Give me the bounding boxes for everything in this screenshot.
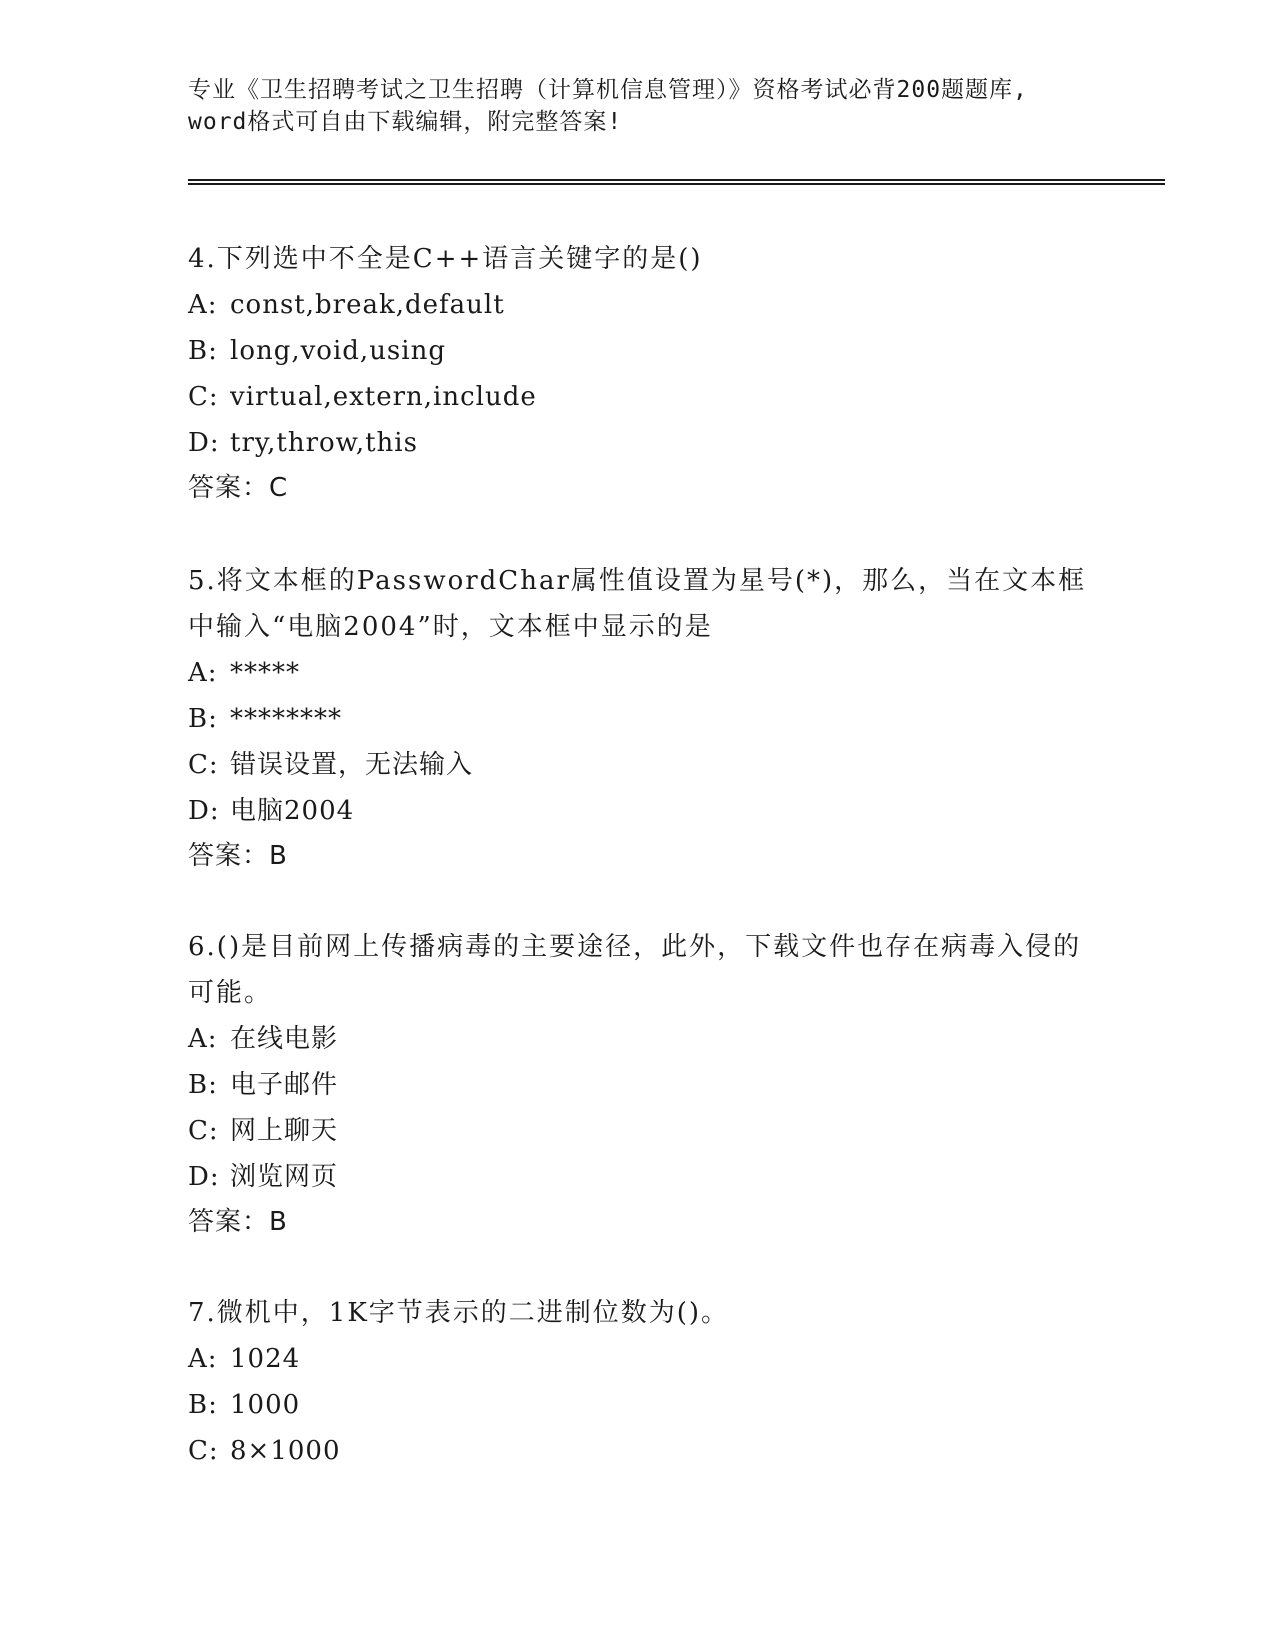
option-letter: D:: [188, 428, 220, 458]
header-divider-top: [188, 179, 1165, 181]
option-d: [188, 788, 1088, 834]
option-text: 网上聊天: [230, 1116, 339, 1146]
option-text: ********: [230, 704, 342, 734]
option-text: 1024: [230, 1344, 301, 1374]
answer-line: 答案：B: [188, 1207, 288, 1237]
option-text: 浏览网页: [230, 1162, 339, 1192]
option-c: [188, 374, 1088, 420]
option-b: [188, 328, 1088, 374]
option-letter: C:: [188, 1116, 219, 1146]
option-c: [188, 1428, 1088, 1474]
question-text: 7.微机中，1K字节表示的二进制位数为()。: [188, 1298, 730, 1328]
option-a: [188, 1016, 1088, 1062]
question-text: 6.()是目前网上传播病毒的主要途径，此外，下载文件也存在病毒入侵的可能。: [188, 932, 1082, 1008]
header-subtitle-line: word格式可自由下载编辑，附完整答案!: [188, 109, 623, 135]
option-a: [188, 1336, 1088, 1382]
question-4: [188, 236, 1088, 510]
option-text: 错误设置，无法输入: [230, 750, 474, 780]
option-text: long,void,using: [230, 336, 446, 366]
question-text: 5.将文本框的PasswordChar属性值设置为星号(*)，那么，当在文本框中输入“电脑2004”时，文本框中显示的是: [188, 566, 1087, 642]
option-text: try,throw,this: [230, 428, 418, 458]
question-5: [188, 558, 1088, 878]
option-d: [188, 1154, 1088, 1200]
question-7: [188, 1290, 1088, 1474]
option-letter: D:: [188, 796, 220, 826]
option-b: [188, 1062, 1088, 1108]
option-text: 1000: [230, 1390, 301, 1420]
option-text: virtual,extern,include: [230, 382, 537, 412]
option-c: [188, 1108, 1088, 1154]
option-a: [188, 282, 1088, 328]
option-letter: A:: [188, 1024, 218, 1054]
option-letter: C:: [188, 1436, 219, 1466]
option-c: [188, 742, 1088, 788]
answer-line: 答案：C: [188, 473, 289, 503]
option-letter: B:: [188, 1390, 218, 1420]
header-title-line: 专业《卫生招聘考试之卫生招聘（计算机信息管理）》资格考试必背200题题库,: [188, 77, 1028, 103]
option-a: [188, 650, 1088, 696]
option-letter: B:: [188, 336, 218, 366]
option-letter: C:: [188, 750, 219, 780]
option-letter: A:: [188, 658, 218, 688]
option-text: 8×1000: [230, 1436, 341, 1466]
option-letter: B:: [188, 1070, 218, 1100]
option-d: [188, 420, 1088, 466]
answer-line: 答案：B: [188, 841, 288, 871]
option-b: [188, 1382, 1088, 1428]
question-text: 4.下列选中不全是C++语言关键字的是(): [188, 244, 703, 274]
option-letter: B:: [188, 704, 218, 734]
option-text: 电脑2004: [230, 796, 355, 826]
option-letter: C:: [188, 382, 219, 412]
option-letter: A:: [188, 1344, 218, 1374]
option-text: *****: [230, 658, 300, 688]
option-letter: A:: [188, 290, 218, 320]
option-text: 在线电影: [230, 1024, 339, 1054]
option-text: const,break,default: [230, 290, 505, 320]
option-b: [188, 696, 1088, 742]
option-letter: D:: [188, 1162, 220, 1192]
option-text: 电子邮件: [230, 1070, 339, 1100]
question-6: [188, 924, 1088, 1244]
document-header: [188, 74, 1088, 138]
header-divider-bottom: [188, 183, 1165, 185]
